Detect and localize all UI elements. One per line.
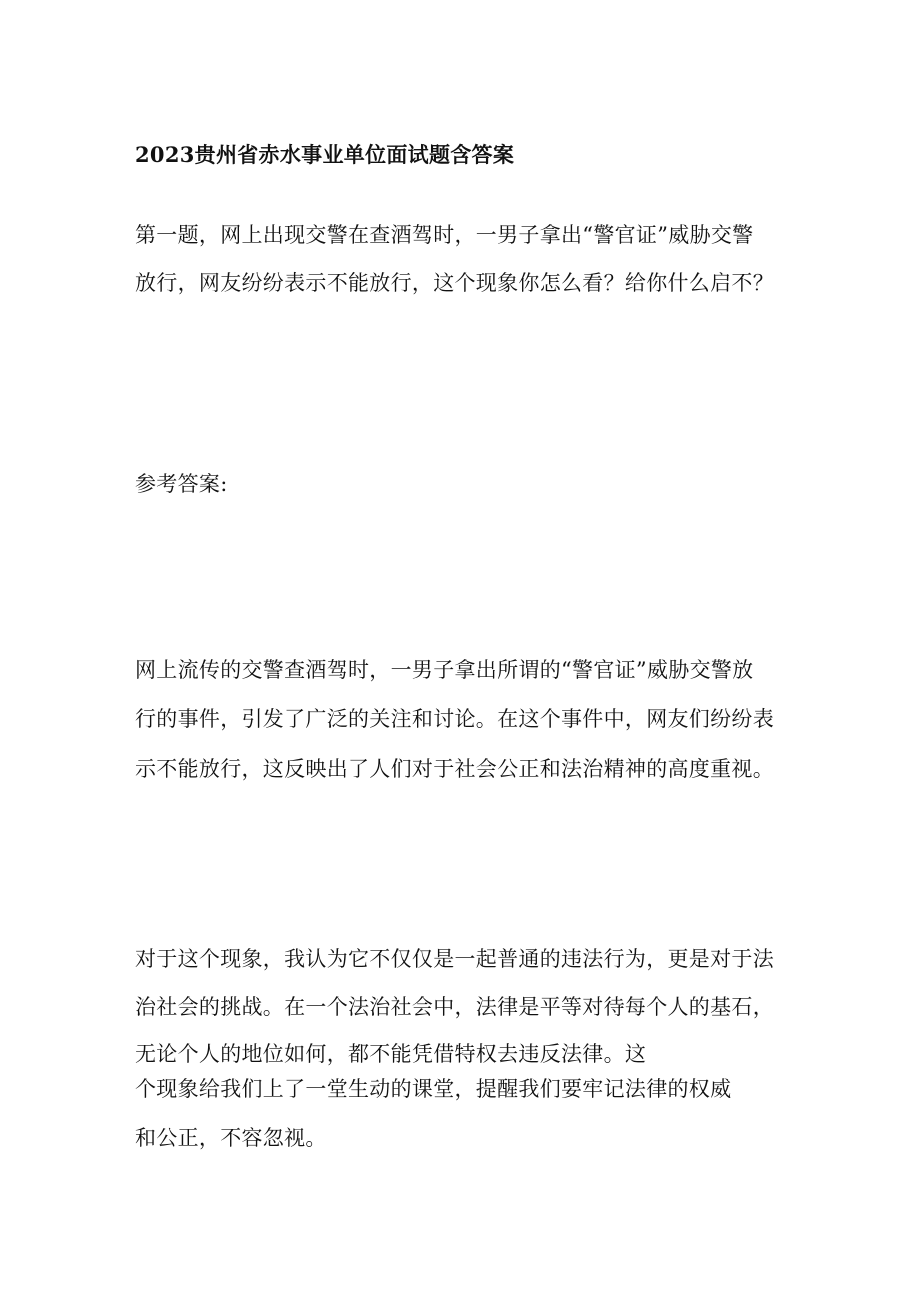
document-title: 2023贵州省赤水事业单位面试题含答案 xyxy=(135,142,515,167)
answer-label: 参考答案: xyxy=(135,472,228,496)
paragraph2-line-1: 对于这个现象，我认为它不仅仅是一起普通的违法行为，更是对于法 xyxy=(135,947,774,971)
paragraph1-line-2: 行的事件，引发了广泛的关注和讨论。在这个事件中，网友们纷纷表 xyxy=(135,707,774,731)
paragraph2-line-3: 无论个人的地位如何，都不能凭借特权去违反法律。这 xyxy=(135,1042,647,1066)
paragraph1-line-1: 网上流传的交警查酒驾时，一男子拿出所谓的“警官证”威胁交警放 xyxy=(135,658,754,682)
paragraph2-line-5: 和公正，不容忽视。 xyxy=(135,1126,327,1150)
question-line-1: 第一题，网上出现交警在查酒驾时，一男子拿出“警官证”威胁交警 xyxy=(135,223,754,247)
paragraph1-line-3: 示不能放行，这反映出了人们对于社会公正和法治精神的高度重视。 xyxy=(135,757,774,781)
paragraph2-line-4: 个现象给我们上了一堂生动的课堂，提醒我们要牢记法律的权威 xyxy=(135,1077,732,1101)
paragraph2-line-2: 治社会的挑战。在一个法治社会中，法律是平等对待每个人的基石， xyxy=(135,995,774,1019)
question-line-2: 放行，网友纷纷表示不能放行，这个现象你怎么看？给你什么启不？ xyxy=(135,271,774,295)
